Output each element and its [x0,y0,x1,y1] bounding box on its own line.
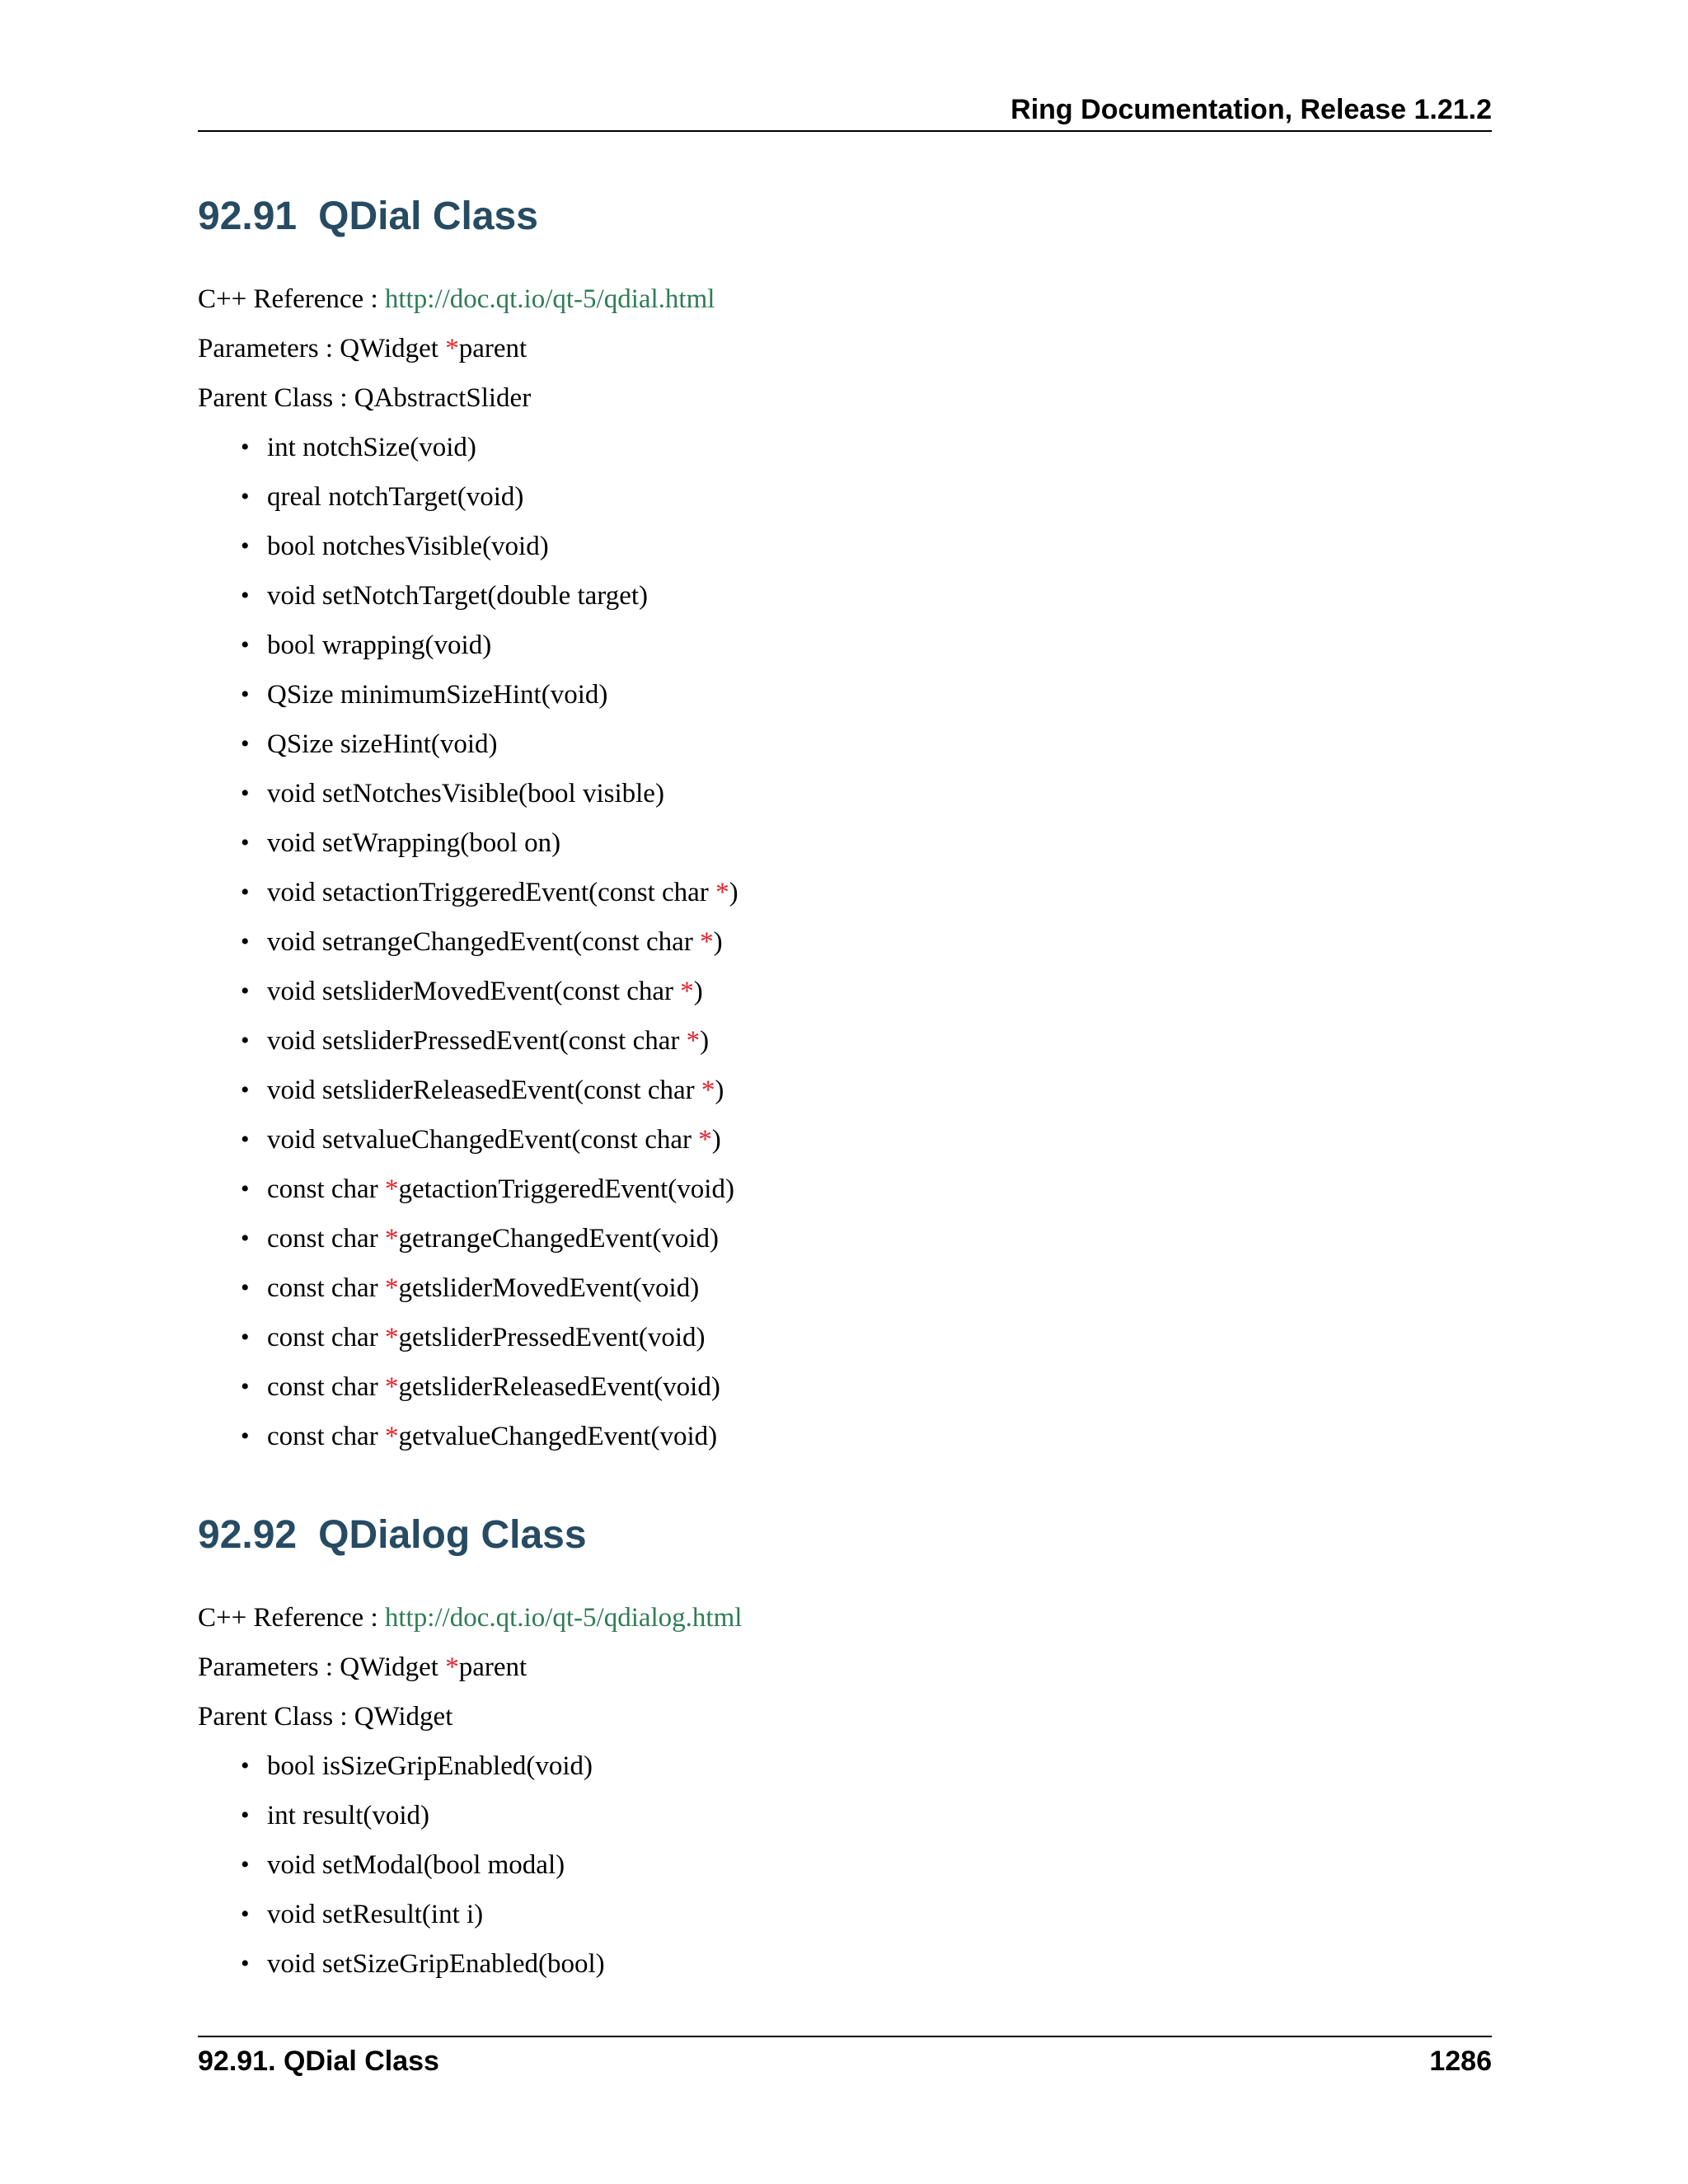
bullet-icon: • [241,977,250,1005]
parameters-label: Parameters : [198,1652,340,1682]
method-list [198,423,1492,1461]
method-signature: QSize sizeHint(void) [267,729,498,759]
method-signature: bool wrapping(void) [267,630,492,660]
method-item [198,1890,1492,1939]
method-item [198,917,1492,967]
section-name: QDial Class [318,194,538,238]
pointer-star: * [445,334,459,363]
reference-label: C++ Reference : [198,1603,385,1633]
method-signature-rest: ) [715,1076,724,1105]
parameters-name: parent [458,1652,528,1682]
pointer-star: * [698,1125,712,1155]
bullet-icon: • [241,1752,250,1779]
method-signature: const char [267,1273,385,1303]
bullet-icon: • [241,730,250,757]
method-signature-rest: ) [711,1125,721,1155]
method-signature-rest: getsliderReleasedEvent(void) [398,1372,720,1402]
method-list [198,1741,1492,1989]
parent-class-line [198,373,1492,423]
bullet-icon: • [241,582,250,609]
reference-link[interactable]: http://doc.qt.io/qt-5/qdial.html [384,284,715,314]
pointer-star: * [686,1026,701,1056]
bullet-icon: • [241,780,250,807]
page-footer [198,2036,1492,2087]
method-signature: bool notchesVisible(void) [267,532,549,561]
parameters-line [198,324,1492,373]
bullet-icon: • [241,1373,250,1400]
method-item [198,818,1492,868]
pointer-star: * [715,878,729,907]
pointer-star: * [445,1652,459,1682]
method-signature-rest: ) [700,1026,710,1056]
method-signature-rest: ) [693,977,703,1006]
page-number: 1286 [1429,2046,1492,2077]
method-signature: void setNotchesVisible(bool visible) [267,779,664,808]
method-signature: const char [267,1224,385,1254]
parameters-name: parent [458,334,528,363]
parent-class-label: Parent Class : [198,383,354,413]
method-item [198,1263,1492,1313]
method-signature: void setsliderPressedEvent(const char [267,1026,687,1056]
pointer-star: * [384,1323,399,1352]
page-header [198,89,1492,132]
reference-label: C++ Reference : [198,284,385,314]
method-item [198,423,1492,472]
method-signature-rest: ) [713,927,723,957]
method-signature-rest: getsliderPressedEvent(void) [398,1323,706,1352]
pointer-star: * [680,977,694,1006]
pointer-star: * [384,1174,399,1204]
method-item [198,670,1492,719]
parent-class-value: QAbstractSlider [354,383,532,413]
reference-link[interactable]: http://doc.qt.io/qt-5/qdialog.html [384,1603,743,1633]
method-signature: void setResult(int i) [267,1900,484,1929]
section-title [198,192,1492,241]
method-signature-rest: getsliderMovedEvent(void) [398,1273,700,1303]
bullet-icon: • [241,1274,250,1301]
method-signature: const char [267,1372,385,1402]
method-item [198,719,1492,769]
method-item [198,1362,1492,1412]
method-signature: int result(void) [267,1801,430,1830]
bullet-icon: • [241,1126,250,1153]
method-signature: bool isSizeGripEnabled(void) [267,1751,593,1781]
section-name: QDialog Class [318,1513,587,1557]
method-item [198,1939,1492,1989]
cpp-reference-line [198,1593,1492,1643]
method-item [198,1791,1492,1840]
method-item [198,522,1492,571]
bullet-icon: • [241,434,250,461]
pointer-star: * [700,927,714,957]
bullet-icon: • [241,1324,250,1351]
bullet-icon: • [241,879,250,906]
method-item [198,1412,1492,1461]
method-item [198,621,1492,670]
method-signature: void setsliderMovedEvent(const char [267,977,681,1006]
method-signature: void setNotchTarget(double target) [267,581,648,611]
method-item [198,1016,1492,1066]
bullet-icon: • [241,1175,250,1202]
section-qdialog [198,1511,1492,1989]
method-item [198,967,1492,1016]
method-item [198,1066,1492,1115]
pointer-star: * [384,1372,399,1402]
method-signature: QSize minimumSizeHint(void) [267,680,608,710]
method-item [198,571,1492,621]
parameters-line [198,1643,1492,1692]
method-item [198,1165,1492,1214]
bullet-icon: • [241,532,250,560]
method-signature: void setvalueChangedEvent(const char [267,1125,699,1155]
parameters-type: QWidget [340,334,446,363]
bullet-icon: • [241,1027,250,1054]
bullet-icon: • [241,483,250,510]
document-title: Ring Documentation, Release 1.21.2 [1010,94,1492,125]
method-signature-rest: ) [729,878,738,907]
parent-class-label: Parent Class : [198,1702,354,1732]
method-signature: const char [267,1174,385,1204]
method-signature-rest: getactionTriggeredEvent(void) [398,1174,734,1204]
bullet-icon: • [241,631,250,658]
method-signature: void setWrapping(bool on) [267,828,561,858]
bullet-icon: • [241,681,250,708]
method-signature: void setrangeChangedEvent(const char [267,927,701,957]
method-item [198,769,1492,818]
method-signature: const char [267,1422,385,1451]
bullet-icon: • [241,1851,250,1878]
parameters-label: Parameters : [198,334,340,363]
method-item [198,1741,1492,1791]
method-signature: int notchSize(void) [267,433,476,462]
section-title [198,1511,1492,1560]
method-signature: void setactionTriggeredEvent(const char [267,878,716,907]
method-item [198,1214,1492,1263]
bullet-icon: • [241,1225,250,1252]
method-item [198,1313,1492,1362]
bullet-icon: • [241,928,250,955]
parent-class-value: QWidget [354,1702,453,1732]
parameters-type: QWidget [340,1652,446,1682]
method-signature: void setSizeGripEnabled(bool) [267,1949,605,1979]
method-signature: qreal notchTarget(void) [267,482,524,512]
method-signature-rest: getrangeChangedEvent(void) [398,1224,719,1254]
parent-class-line [198,1692,1492,1741]
method-item [198,868,1492,917]
bullet-icon: • [241,1900,250,1928]
method-signature: void setModal(bool modal) [267,1850,565,1880]
section-number: 92.92 [198,1513,298,1557]
pointer-star: * [701,1076,715,1105]
footer-section-title: 92.91. QDial Class [198,2046,439,2077]
pointer-star: * [384,1273,399,1303]
bullet-icon: • [241,829,250,856]
bullet-icon: • [241,1422,250,1450]
pointer-star: * [384,1224,399,1254]
bullet-icon: • [241,1076,250,1104]
method-item [198,472,1492,522]
section-number: 92.91 [198,194,298,238]
bullet-icon: • [241,1950,250,1977]
method-signature-rest: getvalueChangedEvent(void) [398,1422,718,1451]
method-item [198,1840,1492,1890]
section-qdial [198,192,1492,1461]
cpp-reference-line [198,274,1492,324]
bullet-icon: • [241,1802,250,1829]
pointer-star: * [384,1422,399,1451]
method-item [198,1115,1492,1165]
method-signature: const char [267,1323,385,1352]
method-signature: void setsliderReleasedEvent(const char [267,1076,701,1105]
